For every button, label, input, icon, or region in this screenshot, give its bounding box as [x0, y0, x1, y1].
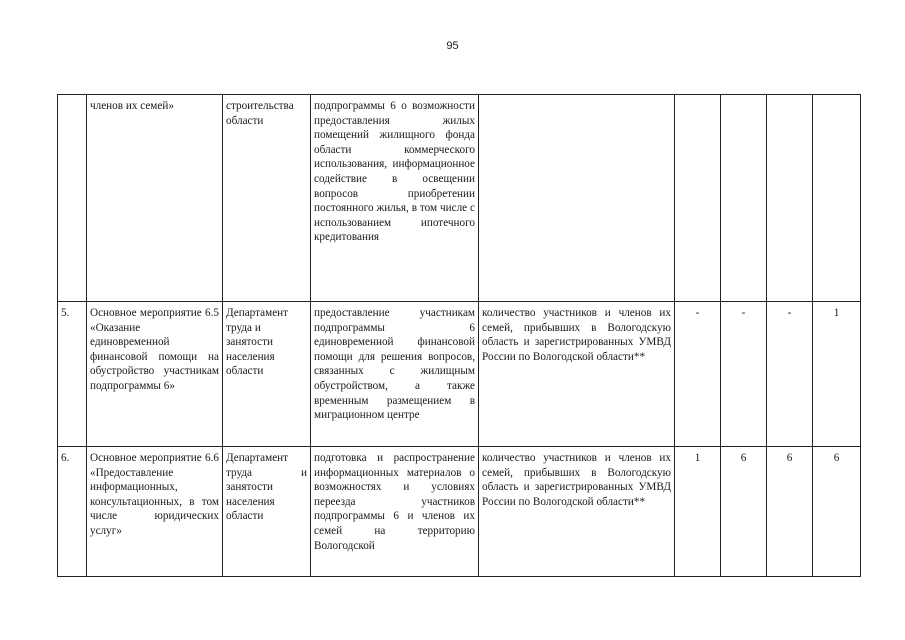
executor-cell: строительства области [223, 95, 311, 302]
table-row [58, 95, 861, 302]
page-number: 95 [446, 40, 459, 52]
value-cell: 6 [721, 447, 767, 577]
value-cell: 1 [813, 302, 861, 447]
value-cell [813, 95, 861, 302]
value-cell: 6 [767, 447, 813, 577]
content-cell: подготовка и распространение информационных материалов о возможностях и условиях переезда участников подпрограммы 6 и членов их семей на территорию Вологодской [311, 447, 479, 577]
row-number-cell [58, 95, 87, 302]
measure-name-cell: Основное мероприятие 6.5 «Оказание единовременной финансовой помощи на обустройство участникам подпрограммы 6» [87, 302, 223, 447]
content-cell: предоставление участникам подпрограммы 6 единовременной финансовой помощи для решения вопросов, связанных с жилищным обустройством, а также временным размещением в миграционном центре [311, 302, 479, 447]
indicator-cell: количество участников и членов их семей, прибывших в Вологодскую область и зарегистрированных УМВД России по Вологодской области** [479, 302, 675, 447]
measure-name-cell: членов их семей» [87, 95, 223, 302]
content-cell: подпрограммы 6 о возможности предоставления жилых помещений жилищного фонда области коммерческого использования, информационное содействие в освещении вопросов приобретении постоянного жилья, в том числе с использованием ипотечного кредитования [311, 95, 479, 302]
value-cell: - [767, 302, 813, 447]
value-cell [675, 95, 721, 302]
indicator-cell [479, 95, 675, 302]
row-number-cell: 6. [58, 447, 87, 577]
value-cell: - [721, 302, 767, 447]
table-row [58, 447, 861, 577]
table-row [58, 302, 861, 447]
indicator-cell: количество участников и членов их семей, прибывших в Вологодскую область и зарегистрированных УМВД России по Вологодской области** [479, 447, 675, 577]
value-cell: 1 [675, 447, 721, 577]
value-cell [767, 95, 813, 302]
measures-table [57, 94, 861, 577]
executor-cell: Департамент труда и занятости населения области [223, 302, 311, 447]
value-cell: 6 [813, 447, 861, 577]
value-cell: - [675, 302, 721, 447]
row-number-cell: 5. [58, 302, 87, 447]
value-cell [721, 95, 767, 302]
measure-name-cell: Основное мероприятие 6.6 «Предоставление информационных, консультационных, в том числе юридических услуг» [87, 447, 223, 577]
executor-cell: Департамент труда и занятости населения области [223, 447, 311, 577]
